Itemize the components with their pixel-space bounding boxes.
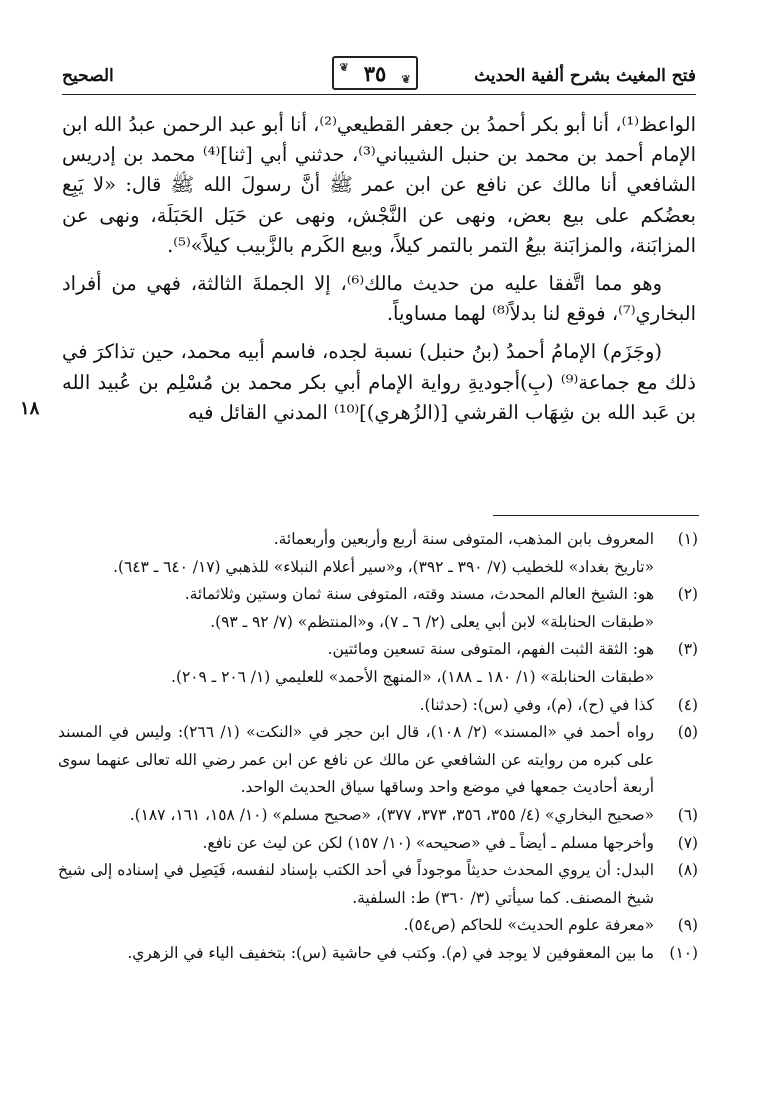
footnote-separator	[493, 515, 699, 516]
footnote-number: (٤)	[677, 695, 698, 714]
footnote-number: (١)	[677, 530, 698, 548]
chapter-title: الصحيح	[62, 66, 114, 86]
page-number-frame	[332, 56, 418, 90]
footnote-line: «صحيح البخاري» (٤/ ٣٥٥، ٣٥٦، ٣٧٣، ٣٧٧)، «صحيح مسلم» (١٠/ ١٥٨، ١٦١، ١٨٧).	[129, 805, 654, 824]
footnote-number: (٢)	[677, 585, 698, 604]
paragraph: وهو مما اتَّفقا عليه من حديث مالك⁽⁶⁾، إلا الجملةَ الثالثة، فهي من أفراد البخاري⁽⁷⁾، فوقع لنا بدلاً⁽⁸⁾ لهما مساوياً.	[62, 272, 696, 326]
footnote	[58, 692, 698, 720]
header-rule	[62, 94, 696, 95]
footnote	[58, 581, 698, 636]
footnote-line: المعروف بابن المذهب، المتوفى سنة أربع وأربعين وأربعمائة.	[273, 530, 654, 548]
footnote-number: (٥)	[677, 723, 698, 742]
footnote-line: هو: الثقة الثبت الفهم، المتوفى سنة تسعين ومائتين.	[327, 640, 654, 659]
footnote-line: «طبقات الحنابلة» (١/ ١٨٠ ـ ١٨٨)، «المنهج الأحمد» للعليمي (١/ ٢٠٦ ـ ٢٠٩).	[171, 667, 654, 686]
footnote-line: «طبقات الحنابلة» لابن أبي يعلى (٢/ ٦ ـ ٧)، و«المنتظم» (٧/ ٩٢ ـ ٩٣).	[210, 612, 654, 631]
paragraph: الواعظ⁽¹⁾، أنا أبو بكر أحمدُ بن جعفر القطيعي⁽²⁾، أنا أبو عبد الرحمن عبدُ الله ابن الإمام أحمد بن محمد بن حنبل الشيباني⁽³⁾، حدثني أبي [ثنا]⁽⁴⁾ محمد بن إدريس الشافعي أنا مالك عن نافع عن ابن عمر ﷺ أنَّ رسولَ الله ﷺ قال: «لا يَبِع بعضُكم على بيع بعض، ونهى عن النَّجْش، ونهى عن حَبَل الحَبَلَة، ونهى عن المزابَنة، والمزابَنة بيعُ التمر بالتمر كيلاً، وبيع الكَرم بالزَّبيب كيلاً»⁽⁵⁾.	[62, 113, 696, 257]
footnote-text	[58, 636, 654, 691]
footnote-line: «معرفة علوم الحديث» للحاكم (ص٥٤).	[403, 916, 654, 935]
footnote	[58, 940, 698, 968]
footnote	[58, 636, 698, 691]
footnote	[58, 830, 698, 858]
footnote-line: كذا في (ح)، (م)، وفي (س): (حدثنا).	[419, 695, 654, 714]
footnote	[58, 802, 698, 830]
footnote-text	[58, 692, 654, 720]
footnote	[58, 857, 698, 912]
footnote-number: (٧)	[677, 833, 698, 852]
footnote-number: (٣)	[677, 640, 698, 659]
footnote-text	[58, 857, 654, 912]
footnote-text	[58, 940, 654, 968]
page-number: ٣٥	[363, 61, 387, 86]
ornament-icon: ❦	[401, 73, 411, 86]
footnote	[58, 719, 698, 802]
footnote-line: ما بين المعقوفين لا يوجد في (م). وكتب في حاشية (س): بتخفيف الياء في الزهري.	[127, 943, 654, 962]
footnote-text	[58, 802, 654, 830]
main-text	[62, 110, 696, 428]
footnote-number: (٩)	[677, 916, 698, 935]
ornament-icon: ❦	[339, 61, 349, 74]
footnote-line: «تاريخ بغداد» للخطيب (٧/ ٣٩٠ ـ ٣٩٢)، و«سير أعلام النبلاء» للذهبي (١٧/ ٦٤٠ ـ ٦٤٣).	[113, 557, 654, 576]
footnote	[58, 912, 698, 940]
footnote-line: هو: الشيخ العالم المحدث، مسند وقته، المتوفى سنة ثمان وستين وثلاثمائة.	[184, 585, 654, 604]
footnote-text	[58, 912, 654, 940]
footnote-text	[58, 830, 654, 858]
book-title: فتح المغيث بشرح ألفية الحديث	[474, 66, 696, 86]
footnote-number: (٨)	[677, 861, 698, 880]
margin-page-number: ١٨	[20, 398, 40, 419]
footnote-line: وأخرجها مسلم ـ أيضاً ـ في «صحيحه» (١٠/ ١٥٧) لكن عن ليث عن نافع.	[202, 833, 654, 852]
footnote-number: (١٠)	[669, 943, 698, 962]
footnote-text	[58, 581, 654, 636]
footnotes	[58, 526, 698, 968]
footnote	[58, 526, 698, 581]
footnote-text	[58, 526, 654, 581]
running-header	[62, 52, 696, 98]
footnote-text	[58, 719, 654, 802]
paragraph: (وجَزَم) الإمامُ أحمدُ (بنُ حنبل) نسبة لجده، فاسم أبيه محمد، حين تذاكرَ في ذلك مع جماعة⁽⁹⁾ (بِ)أجوديةِ رواية الإمام أبي بكر محمد بن مُسْلِم بن عُبيد الله بن عَبد الله بن شِهَاب القرشي [(الزُهري)]⁽¹⁰⁾ المدني القائل فيه	[62, 340, 696, 424]
footnote-line: رواه أحمد في «المسند» (٢/ ١٠٨)، قال ابن حجر في «النكت» (١/ ٢٦٦): وليس في المسند على كبره من روايته عن الشافعي عن مالك عن نافع عن ابن عمر رضي الله تعالى عنهما سوى أربعة أحاديث جمعها في موضع واحد وساقها سياق الحديث الواحد.	[58, 723, 654, 797]
footnote-number: (٦)	[677, 805, 698, 824]
footnote-line: البدل: أن يروي المحدث حديثاً موجوداً في أحد الكتب بإسناد لنفسه، فَيَصِل في إسناده إلى شيخ شيخ المصنف. كما سيأتي (٣/ ٣٦٠) ط: السلفية.	[58, 861, 654, 907]
